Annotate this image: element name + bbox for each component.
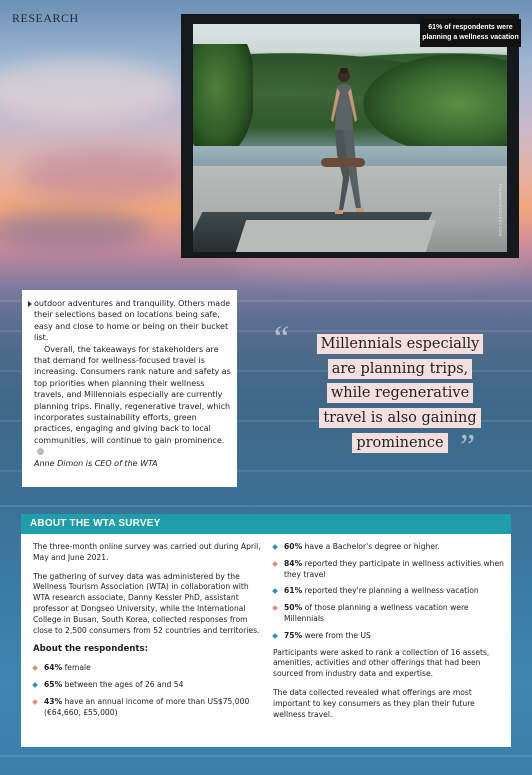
survey-method: The gathering of survey data was administered by the Wellness Tourism Association (WTA) in collaboration with WTA research associate, Danny Kessler PhD, assistant professor at Dongseo University, while the International College in Busan, South Korea, collected responses from close to 2,500 consumers from 52 countries and territories.: [33, 571, 260, 635]
stat-bullet: 64% female: [33, 663, 265, 674]
survey-right-column: [273, 542, 505, 728]
diamond-bullet-icon: [272, 605, 278, 611]
wave: [0, 755, 532, 757]
continuation-arrow-icon: [28, 301, 32, 307]
article-paragraph-conclusion: Overall, the takeaways for stakeholders are that demand for wellness-focused travel is increasing. Consumers rank nature and safety as top priorities when planning their wellness travels, and Millennials especially are currently planning trips. Finally, regenerative travel, which incorporates sustainability efforts, green practices, engaging and giving back to local communities, will continue to gain prominence.: [34, 344, 234, 458]
diamond-bullet-icon: [272, 544, 278, 550]
survey-left-column: [33, 542, 265, 724]
stat-bullet: 75% were from the US: [273, 631, 505, 642]
feature-photo-frame: [181, 14, 519, 258]
pull-quote-line: while regenerative: [327, 383, 473, 403]
survey-outro: Participants were asked to rank a collection of 16 assets, amenities, activities and other offerings that had been sourced from industry data and expertise.: [273, 647, 490, 679]
woman-walking-figure: [313, 60, 373, 250]
cloud: [20, 150, 190, 200]
cloud: [0, 210, 150, 250]
end-mark-icon: [37, 448, 44, 455]
pull-quote-line: Millennials especially: [317, 334, 484, 354]
survey-outro: The data collected revealed what offerings are most important to key consumers as they plan their future wellness travel.: [273, 687, 475, 719]
diamond-bullet-icon: [272, 561, 278, 567]
article-paragraph: outdoor adventures and tranquility. Others made their selections based on locations being safe, easy and close to home or being on their bucket list.: [34, 299, 231, 343]
pull-quote-line: are planning trips,: [328, 359, 473, 379]
stat-bullet: 84% reported they participate in wellness activities when they travel: [273, 559, 505, 581]
article-text-card: [22, 290, 237, 487]
survey-box: [21, 514, 511, 747]
author-byline: Anne Dimon is CEO of the WTA: [34, 458, 158, 468]
pull-quote-line: travel is also gaining: [319, 408, 480, 428]
diamond-bullet-icon: [32, 682, 38, 688]
stat-bullet: 43% have an annual income of more than US$75,000 (€64,660, £55,000): [33, 697, 265, 719]
diamond-bullet-icon: [32, 665, 38, 671]
respondents-heading: About the respondents:: [33, 644, 149, 655]
survey-intro: The three-month online survey was carried out during April, May and June 2021.: [33, 542, 261, 562]
photo-credit: PIXABAY/STOCKSY.COM: [498, 184, 503, 237]
pull-quote-line: prominence: [352, 433, 447, 453]
cloud: [0, 60, 180, 120]
stat-bullet: 61% reported they're planning a wellness vacation: [273, 586, 505, 597]
stat-bullet: 50% of those planning a wellness vacation were Millennials: [273, 603, 505, 625]
survey-title: ABOUT THE WTA SURVEY: [21, 514, 511, 534]
wave: [0, 505, 532, 507]
stat-bullet: 65% between the ages of 26 and 54: [33, 680, 265, 691]
diamond-bullet-icon: [32, 699, 38, 705]
section-label: RESEARCH: [12, 11, 79, 25]
close-quote-icon: ”: [460, 428, 476, 465]
stat-bullet: 60% have a Bachelor's degree or higher.: [273, 542, 505, 553]
diamond-bullet-icon: [272, 589, 278, 595]
open-quote-icon: “: [274, 320, 290, 357]
photo-caption: 61% of respondents were planning a wellness vacation: [420, 19, 521, 47]
diamond-bullet-icon: [272, 633, 278, 639]
feature-photo: [193, 24, 507, 252]
